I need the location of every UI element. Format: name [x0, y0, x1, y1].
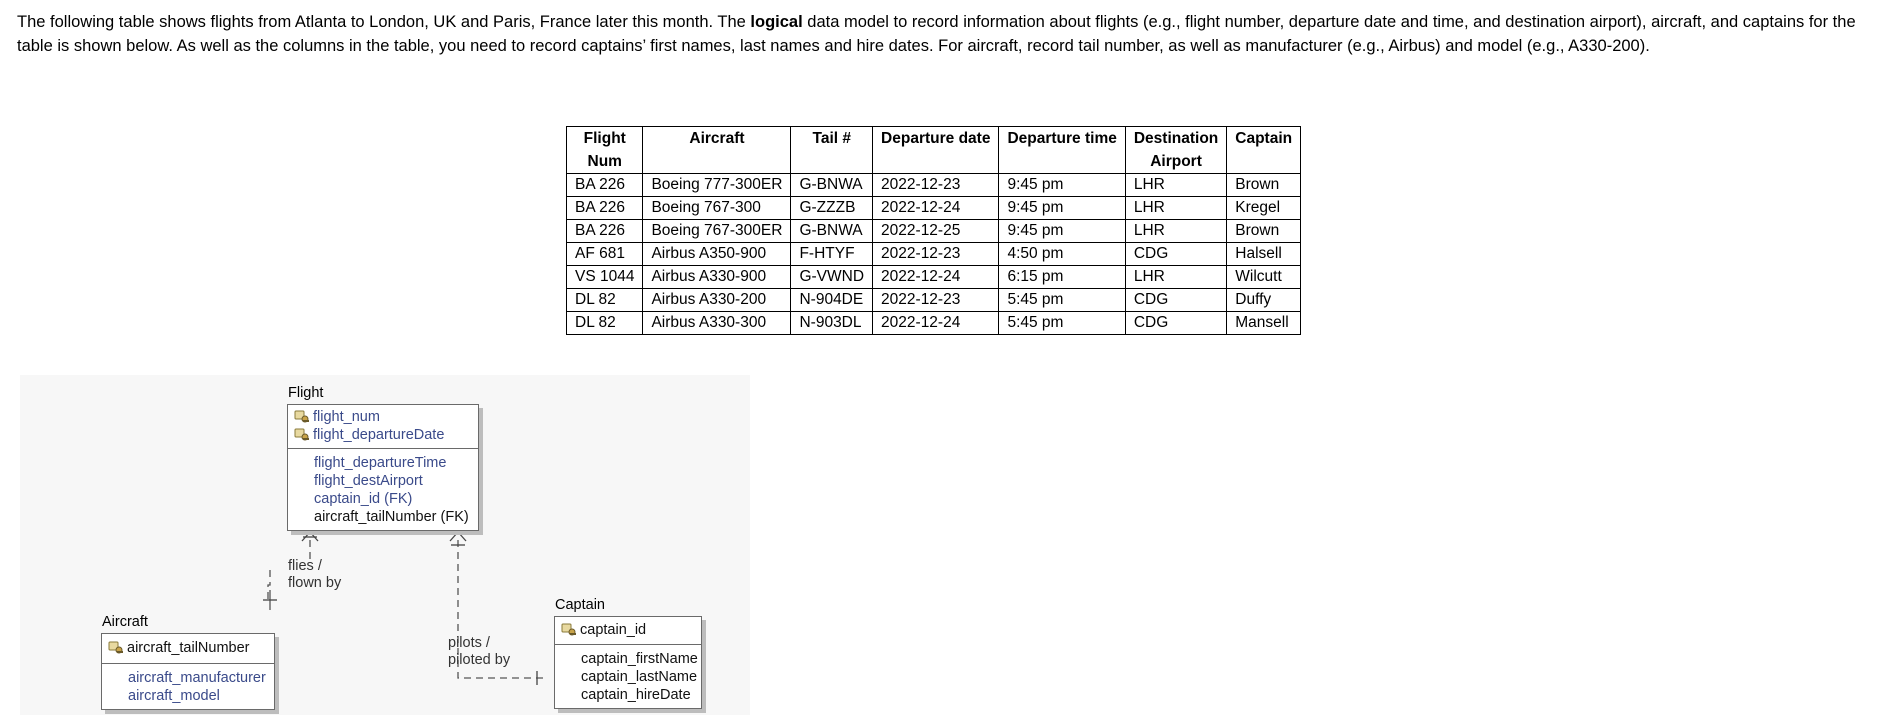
header-text: Aircraft: [689, 130, 745, 147]
flights-table: [566, 126, 1301, 335]
flight-num-attr: flight_num: [313, 409, 380, 425]
flight-departure-date-attr: flight_departureDate: [313, 427, 445, 443]
flies-label-line1: flies /: [288, 558, 322, 574]
table-cell: 2022-12-24: [873, 266, 999, 289]
table-cell: LHR: [1125, 266, 1226, 289]
header-text: Departure time: [1007, 130, 1117, 147]
intro-bold-word: logical: [750, 13, 803, 31]
table-cell: CDG: [1125, 312, 1226, 335]
intro-text-end: data model to record information about flights (e.g., flight number, departure date and time, and destination airport), aircraft, and captains for the table is shown below. As well as the columns in the table, you need to record captains’ first names, last names and hire dates. For aircraft, record tail number, as well as manufacturer (e.g., Airbus) and model (e.g., A330-200).: [17, 13, 1856, 55]
table-cell: Airbus A330-300: [643, 312, 791, 335]
header-tail: [791, 127, 873, 174]
table-cell: 6:15 pm: [999, 266, 1125, 289]
flight-pk-row: [294, 426, 472, 444]
header-text: Airport: [1150, 153, 1202, 170]
pilots-label-line2: piloted by: [448, 652, 511, 668]
captain-id-fk-attr: captain_id (FK): [314, 491, 413, 507]
table-cell: Boeing 767-300: [643, 197, 791, 220]
captain-attributes: [555, 645, 701, 708]
aircraft-manufacturer-attr: aircraft_manufacturer: [128, 670, 266, 686]
key-icon: [294, 428, 310, 442]
table-cell: 4:50 pm: [999, 243, 1125, 266]
table-cell: Duffy: [1227, 289, 1301, 312]
header-destination-airport: [1125, 127, 1226, 174]
flight-dest-airport-attr: flight_destAirport: [314, 473, 423, 489]
table-cell: 2022-12-24: [873, 312, 999, 335]
captain-primary-keys: [555, 617, 701, 645]
table-cell: G-ZZZB: [791, 197, 873, 220]
table-cell: VS 1044: [567, 266, 643, 289]
flight-primary-keys: [288, 405, 478, 449]
aircraft-attributes: [102, 664, 274, 709]
table-row: [567, 243, 1301, 266]
intro-paragraph: [17, 10, 1867, 58]
flies-label-line2: flown by: [288, 575, 342, 591]
captain-entity-title: Captain: [555, 597, 605, 613]
header-aircraft: [643, 127, 791, 174]
flights-table-body: [567, 174, 1301, 335]
table-cell: 2022-12-23: [873, 289, 999, 312]
table-cell: 9:45 pm: [999, 174, 1125, 197]
captain-last-name-attr: captain_lastName: [581, 669, 698, 685]
table-cell: Boeing 777-300ER: [643, 174, 791, 197]
aircraft-pk-row: [108, 639, 268, 657]
captain-pk-row: [561, 621, 695, 639]
table-row: [567, 312, 1301, 335]
table-cell: Airbus A330-900: [643, 266, 791, 289]
table-cell: Airbus A350-900: [643, 243, 791, 266]
flight-pk-row: [294, 408, 472, 426]
flights-table-header: [567, 127, 1301, 174]
table-cell: 9:45 pm: [999, 220, 1125, 243]
header-text: Num: [587, 153, 622, 170]
header-row: [567, 127, 1301, 174]
header-text: Tail #: [812, 130, 851, 147]
table-cell: AF 681: [567, 243, 643, 266]
table-cell: BA 226: [567, 174, 643, 197]
header-text: Departure date: [881, 130, 991, 147]
aircraft-tail-number-attr: aircraft_tailNumber: [127, 640, 250, 656]
table-row: [567, 289, 1301, 312]
key-icon: [561, 623, 577, 637]
table-cell: Boeing 767-300ER: [643, 220, 791, 243]
table-cell: 2022-12-23: [873, 174, 999, 197]
table-cell: Brown: [1227, 174, 1301, 197]
table-cell: G-VWND: [791, 266, 873, 289]
header-departure-time: [999, 127, 1125, 174]
table-row: [567, 266, 1301, 289]
flight-entity: [287, 404, 479, 531]
aircraft-tail-number-fk-attr: aircraft_tailNumber (FK): [314, 509, 469, 525]
header-flight-num: [567, 127, 643, 174]
pilots-label-line1: pilots /: [448, 635, 490, 651]
table-cell: DL 82: [567, 312, 643, 335]
table-cell: LHR: [1125, 174, 1226, 197]
table-cell: LHR: [1125, 197, 1226, 220]
captain-first-name-attr: captain_firstName: [581, 651, 698, 667]
table-cell: F-HTYF: [791, 243, 873, 266]
key-icon: [294, 410, 310, 424]
table-cell: DL 82: [567, 289, 643, 312]
table-row: [567, 174, 1301, 197]
table-cell: Airbus A330-200: [643, 289, 791, 312]
pilots-relationship-label: [448, 635, 510, 669]
table-cell: BA 226: [567, 220, 643, 243]
table-cell: Brown: [1227, 220, 1301, 243]
header-text: Captain: [1235, 130, 1293, 147]
header-departure-date: [873, 127, 999, 174]
flight-departure-time-attr: flight_departureTime: [314, 455, 447, 471]
aircraft-primary-keys: [102, 634, 274, 664]
table-cell: 5:45 pm: [999, 289, 1125, 312]
table-cell: CDG: [1125, 243, 1226, 266]
table-cell: 5:45 pm: [999, 312, 1125, 335]
table-row: [567, 197, 1301, 220]
table-cell: CDG: [1125, 289, 1226, 312]
table-cell: N-903DL: [791, 312, 873, 335]
aircraft-entity: [101, 633, 275, 710]
table-cell: Mansell: [1227, 312, 1301, 335]
flight-entity-title: Flight: [288, 385, 324, 401]
table-row: [567, 220, 1301, 243]
captain-hire-date-attr: captain_hireDate: [581, 687, 691, 703]
table-cell: N-904DE: [791, 289, 873, 312]
table-cell: G-BNWA: [791, 174, 873, 197]
intro-text-start: The following table shows flights from Atlanta to London, UK and Paris, France later this month. The: [17, 13, 751, 31]
table-cell: 2022-12-25: [873, 220, 999, 243]
table-cell: LHR: [1125, 220, 1226, 243]
aircraft-model-attr: aircraft_model: [128, 688, 220, 704]
table-cell: 9:45 pm: [999, 197, 1125, 220]
table-cell: 2022-12-23: [873, 243, 999, 266]
flight-attributes: [288, 449, 478, 530]
table-cell: Wilcutt: [1227, 266, 1301, 289]
header-text: Destination: [1133, 130, 1219, 147]
flies-relationship-label: [288, 558, 341, 592]
header-text: Flight: [583, 130, 626, 147]
captain-id-attr: captain_id: [580, 622, 647, 638]
table-cell: Kregel: [1227, 197, 1301, 220]
header-captain: [1227, 127, 1301, 174]
table-cell: BA 226: [567, 197, 643, 220]
aircraft-entity-title: Aircraft: [102, 614, 148, 630]
table-cell: 2022-12-24: [873, 197, 999, 220]
captain-entity: [554, 616, 702, 709]
key-icon: [108, 641, 124, 655]
table-cell: G-BNWA: [791, 220, 873, 243]
table-cell: Halsell: [1227, 243, 1301, 266]
